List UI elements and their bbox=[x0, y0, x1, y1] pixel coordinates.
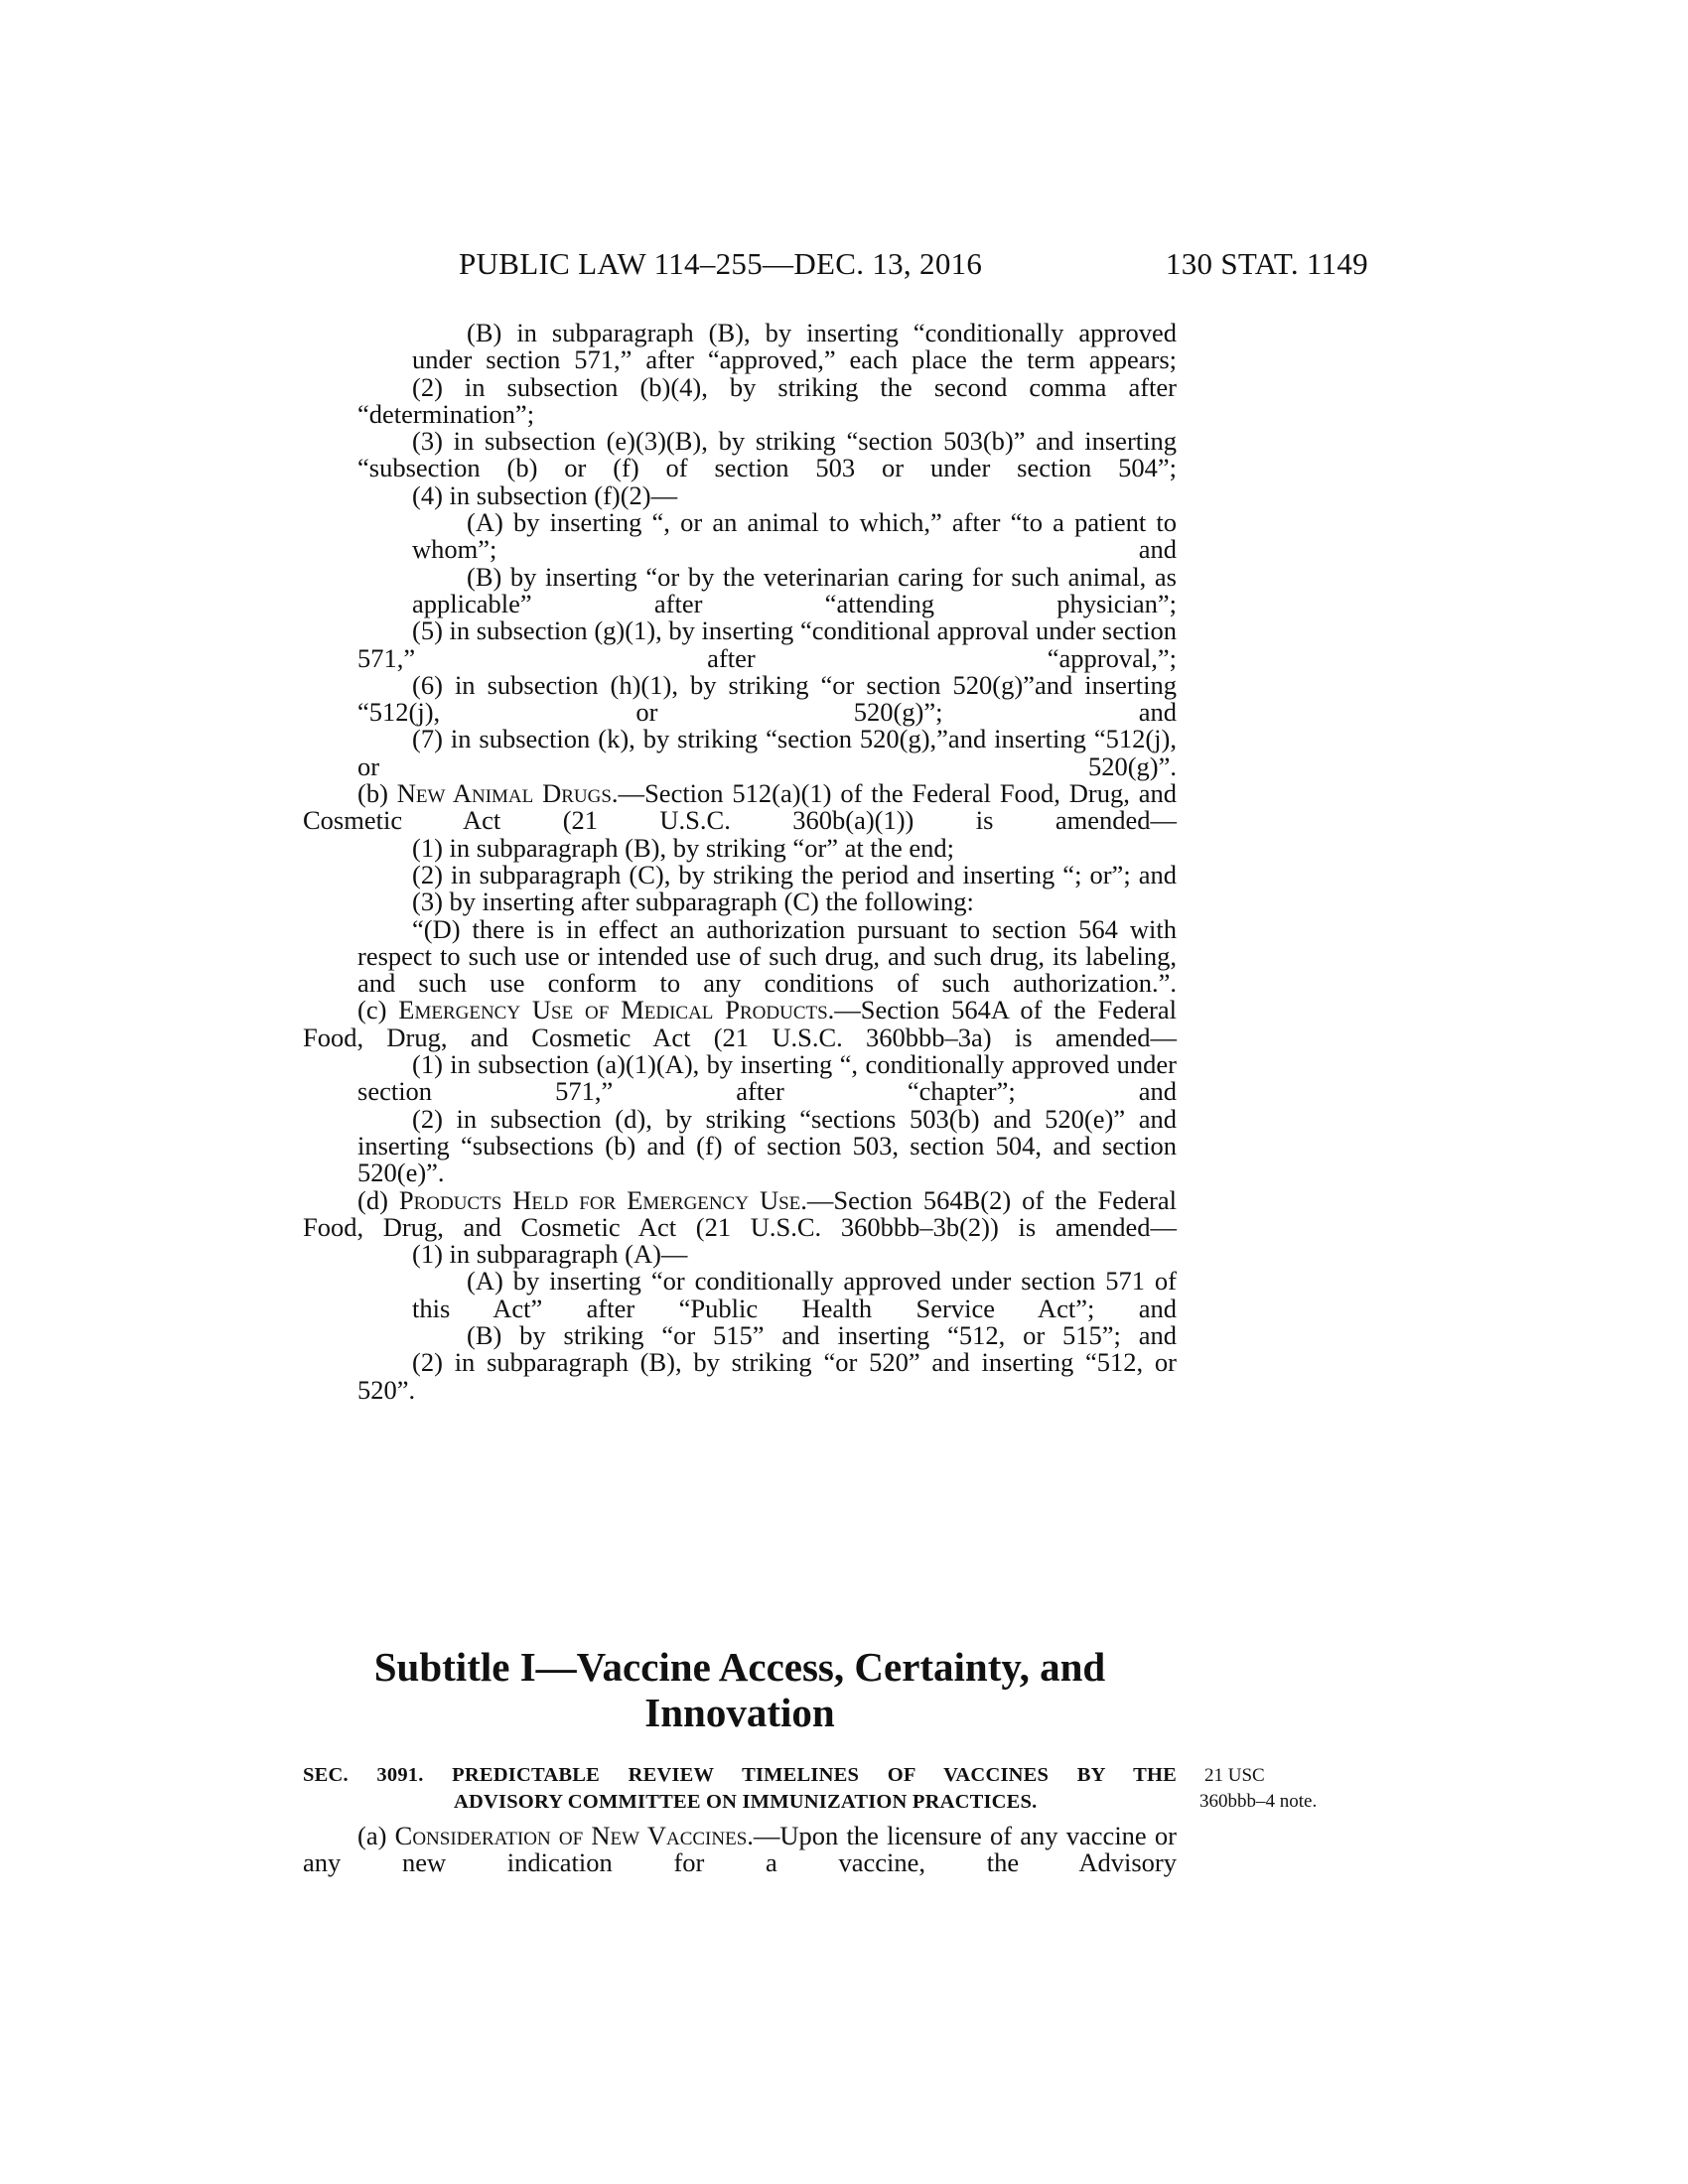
subsection-label: (a) bbox=[357, 1821, 395, 1850]
margin-citation-line: 360bbb–4 note. bbox=[1199, 1791, 1318, 1812]
section-body bbox=[303, 1823, 1177, 1877]
paragraph: (B) by inserting “or by the veterinarian caring for such animal, as applicable” after “attending physician”; bbox=[412, 561, 1177, 618]
paragraph: (2) in subparagraph (C), by striking the period and inserting “; or”; and bbox=[412, 859, 1177, 889]
paragraph: (1) in subparagraph (B), by striking “or” at the end; bbox=[412, 832, 955, 863]
paragraph: (4) in subsection (f)(2)— bbox=[412, 479, 678, 510]
subsection-text: Section 564B(2) of the Federal Food, Drug, and Cosmetic Act (21 U.S.C. 360bbb–3b(2)) is amended— bbox=[303, 1184, 1177, 1242]
public-law-citation: PUBLIC LAW 114–255—DEC. 13, 2016 bbox=[459, 246, 983, 281]
subtitle-line: Innovation bbox=[644, 1690, 835, 1735]
subtitle-line: Subtitle I—Vaccine Access, Certainty, and bbox=[373, 1644, 1106, 1690]
paragraph: (3) by inserting after subparagraph (C) the following: bbox=[412, 887, 974, 917]
subsection-caption: Consideration of New Vaccines.— bbox=[394, 1821, 780, 1850]
subsection-label: (b) bbox=[357, 778, 397, 809]
margin-citation-line: 21 USC bbox=[1204, 1765, 1265, 1786]
paragraph: (B) by striking “or 515” and inserting “512, or 515”; and bbox=[467, 1319, 1177, 1350]
subsection-b bbox=[303, 780, 1177, 835]
page-header bbox=[459, 246, 1368, 286]
paragraph: (2) in subparagraph (B), by striking “or 520” and inserting “512, or 520”. bbox=[357, 1347, 1177, 1405]
subsection-caption: Products Held for Emergency Use.— bbox=[398, 1184, 834, 1215]
margin-citation bbox=[1199, 1763, 1378, 1815]
subtitle-heading bbox=[303, 1644, 1177, 1735]
statute-page-number: 130 STAT. 1149 bbox=[1165, 246, 1368, 281]
paragraph: (A) by inserting “, or an animal to which,” after “to a patient to whom”; and bbox=[412, 507, 1177, 565]
paragraph: (2) in subsection (d), by striking “sections 503(b) and 520(e)” and inserting “subsections (b) and (f) of section 503, section 504, and section 520(e)”. bbox=[357, 1103, 1177, 1188]
subsection-caption: Emergency Use of Medical Products.— bbox=[398, 995, 861, 1025]
paragraph: (2) in subsection (b)(4), by striking the second comma after “determination”; bbox=[357, 371, 1177, 429]
section-heading-line: SEC. 3091. PREDICTABLE REVIEW TIMELINES OF VACCINES BY THE bbox=[303, 1764, 1177, 1786]
paragraph: (7) in subsection (k), by striking “section 520(g),”and inserting “512(j), or 520(g)”. bbox=[357, 724, 1177, 781]
subsection-label: (c) bbox=[357, 995, 399, 1025]
subsection-text: Upon the licensure of any vaccine or any new indication for a vaccine, the Advisory bbox=[303, 1821, 1178, 1878]
paragraph: (6) in subsection (h)(1), by striking “or section 520(g)”and inserting “512(j), or 520(g)”; and bbox=[357, 669, 1177, 728]
paragraph: (1) in subparagraph (A)— bbox=[412, 1239, 688, 1270]
subsection-c bbox=[303, 997, 1177, 1051]
section-heading-line: ADVISORY COMMITTEE ON IMMUNIZATION PRACTICES. bbox=[454, 1791, 1038, 1813]
subsection-a bbox=[303, 1823, 1177, 1877]
paragraph: (5) in subsection (g)(1), by inserting “conditional approval under section 571,” after “approval,”; bbox=[357, 615, 1177, 673]
quoted-paragraph: “(D) there is in effect an authorization pursuant to section 564 with respect to such use or intended use of such drug, and such drug, its labeling, and such use conform to any conditions of such authorization.”. bbox=[357, 913, 1177, 999]
paragraph: (A) by inserting “or conditionally approved under section 571 of this Act” after “Public Health Service Act”; and bbox=[412, 1266, 1177, 1323]
subsection-text: Section 512(a)(1) of the Federal Food, Drug, and Cosmetic Act (21 U.S.C. 360b(a)(1)) is amended— bbox=[303, 778, 1177, 836]
paragraph: (B) in subparagraph (B), by inserting “conditionally approved under section 571,” after “approved,” each place the term appears; bbox=[412, 318, 1177, 375]
document-body bbox=[303, 320, 1177, 1404]
subsection-text: Section 564A of the Federal Food, Drug, and Cosmetic Act (21 U.S.C. 360bbb–3a) is amended— bbox=[303, 995, 1177, 1052]
subsection-caption: New Animal Drugs.— bbox=[396, 778, 645, 809]
subsection-d bbox=[303, 1184, 1177, 1242]
subsection-label: (d) bbox=[357, 1184, 399, 1215]
section-heading bbox=[303, 1762, 1177, 1816]
paragraph: (1) in subsection (a)(1)(A), by inserting “, conditionally approved under section 571,” after “chapter”; and bbox=[357, 1049, 1177, 1107]
paragraph: (3) in subsection (e)(3)(B), by striking “section 503(b)” and inserting “subsection (b) or (f) of section 503 or under section 504”; bbox=[357, 426, 1177, 483]
